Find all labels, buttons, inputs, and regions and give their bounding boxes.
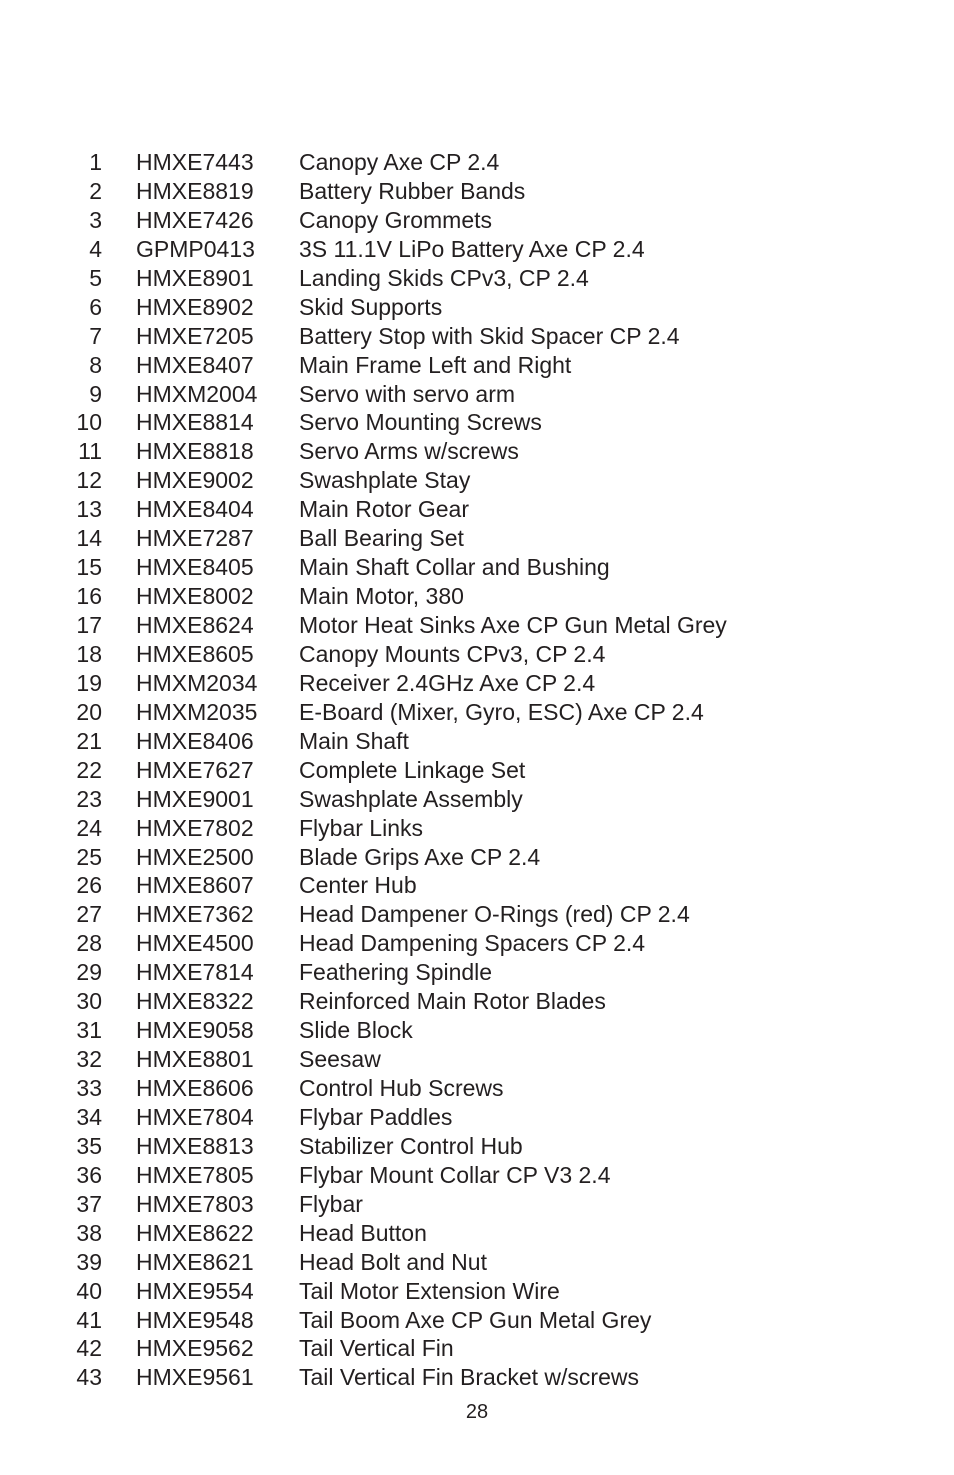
part-number: 16: [76, 583, 102, 610]
part-row: [0, 1161, 954, 1190]
part-row: [0, 524, 954, 553]
part-row: [0, 1016, 954, 1045]
part-number: 37: [76, 1190, 102, 1217]
part-row: [0, 1306, 954, 1335]
part-code: HMXE9562: [136, 1335, 254, 1362]
part-code: HMXE7627: [136, 756, 254, 783]
part-row: [0, 785, 954, 814]
part-number: 34: [76, 1103, 102, 1130]
part-description: Head Button: [299, 1219, 427, 1246]
part-number: 2: [89, 177, 102, 204]
part-description: 3S 11.1V LiPo Battery Axe CP 2.4: [299, 235, 645, 262]
part-description: Slide Block: [299, 1017, 413, 1044]
part-code: HMXE2500: [136, 843, 254, 870]
part-row: [0, 843, 954, 872]
part-code: HMXE8605: [136, 640, 254, 667]
part-row: [0, 1363, 954, 1392]
part-number: 1: [89, 149, 102, 175]
part-description: Ball Bearing Set: [299, 525, 464, 552]
part-description: Head Bolt and Nut: [299, 1248, 487, 1275]
part-row: [0, 1045, 954, 1074]
part-row: [0, 148, 954, 177]
part-description: E-Board (Mixer, Gyro, ESC) Axe CP 2.4: [299, 698, 704, 725]
part-description: Canopy Axe CP 2.4: [299, 149, 500, 175]
part-number: 7: [89, 322, 102, 349]
part-number: 18: [76, 640, 102, 667]
part-row: [0, 582, 954, 611]
part-number: 20: [76, 698, 102, 725]
part-code: HMXE7805: [136, 1161, 254, 1188]
part-row: [0, 1334, 954, 1363]
part-description: Servo Mounting Screws: [299, 409, 542, 436]
part-number: 27: [76, 901, 102, 928]
part-code: HMXE8901: [136, 264, 254, 291]
part-row: [0, 1190, 954, 1219]
part-number: 17: [76, 612, 102, 638]
part-code: HMXE9554: [136, 1277, 254, 1304]
part-description: Flybar: [299, 1190, 363, 1217]
parts-list: [0, 148, 954, 1392]
part-description: Center Hub: [299, 872, 417, 899]
part-code: HMXE7362: [136, 901, 254, 928]
part-code: HMXE8801: [136, 1046, 254, 1073]
part-code: GPMP0413: [136, 235, 255, 262]
part-row: [0, 380, 954, 409]
part-number: 25: [76, 843, 102, 870]
part-number: 23: [76, 785, 102, 812]
part-code: HMXE9002: [136, 467, 254, 494]
part-code: HMXE9561: [136, 1364, 254, 1391]
part-description: Tail Motor Extension Wire: [299, 1277, 560, 1304]
part-number: 30: [76, 988, 102, 1015]
part-description: Receiver 2.4GHz Axe CP 2.4: [299, 669, 596, 696]
part-number: 36: [76, 1161, 102, 1188]
part-code: HMXE8607: [136, 872, 254, 899]
part-number: 35: [76, 1132, 102, 1159]
part-number: 22: [76, 756, 102, 783]
part-row: [0, 322, 954, 351]
part-code: HMXE8621: [136, 1248, 254, 1275]
part-row: [0, 987, 954, 1016]
part-code: HMXE8622: [136, 1219, 254, 1246]
part-code: HMXE8405: [136, 554, 254, 581]
part-row: [0, 206, 954, 235]
part-number: 43: [76, 1364, 102, 1391]
part-number: 4: [89, 235, 102, 262]
part-number: 10: [76, 409, 102, 436]
part-number: 33: [76, 1075, 102, 1101]
part-description: Canopy Mounts CPv3, CP 2.4: [299, 640, 606, 667]
part-row: [0, 235, 954, 264]
part-code: HMXE8814: [136, 409, 254, 436]
part-number: 12: [76, 467, 102, 494]
part-description: Main Shaft Collar and Bushing: [299, 554, 610, 581]
part-number: 21: [76, 727, 102, 754]
page-number: 28: [465, 1401, 489, 1423]
part-number: 8: [89, 351, 102, 378]
part-number: 29: [76, 959, 102, 986]
part-code: HMXM2034: [136, 669, 258, 696]
part-row: [0, 177, 954, 206]
part-code: HMXE7205: [136, 322, 254, 349]
part-code: HMXE8407: [136, 351, 254, 378]
part-number: 9: [89, 380, 102, 407]
part-description: Flybar Links: [299, 814, 423, 841]
part-code: HMXE7287: [136, 525, 254, 552]
part-row: [0, 466, 954, 495]
part-code: HMXE7443: [136, 149, 254, 175]
part-description: Swashplate Stay: [299, 467, 471, 494]
part-row: [0, 293, 954, 322]
part-code: HMXE8818: [136, 438, 254, 465]
part-description: Servo Arms w/screws: [299, 438, 519, 465]
part-description: Main Motor, 380: [299, 583, 464, 610]
part-code: HMXE8406: [136, 727, 254, 754]
part-row: [0, 1074, 954, 1103]
part-code: HMXE9058: [136, 1017, 254, 1044]
part-row: [0, 1248, 954, 1277]
part-number: 14: [76, 525, 102, 552]
part-description: Feathering Spindle: [299, 959, 493, 986]
part-number: 38: [76, 1219, 102, 1246]
part-row: [0, 495, 954, 524]
part-description: Stabilizer Control Hub: [299, 1132, 523, 1159]
part-description: Flybar Paddles: [299, 1103, 453, 1130]
part-row: [0, 1132, 954, 1161]
part-row: [0, 958, 954, 987]
part-number: 5: [89, 264, 102, 291]
part-code: HMXE7426: [136, 206, 254, 233]
part-description: Complete Linkage Set: [299, 756, 526, 783]
part-description: Tail Vertical Fin Bracket w/screws: [299, 1364, 639, 1391]
part-code: HMXE8002: [136, 583, 254, 610]
part-row: [0, 1277, 954, 1306]
part-description: Main Shaft: [299, 727, 409, 754]
part-code: HMXE8606: [136, 1075, 254, 1101]
part-number: 31: [76, 1017, 102, 1044]
part-number: 13: [76, 496, 102, 523]
part-description: Main Rotor Gear: [299, 496, 470, 523]
part-row: [0, 264, 954, 293]
part-row: [0, 640, 954, 669]
part-description: Servo with servo arm: [299, 380, 516, 407]
part-number: 26: [76, 872, 102, 899]
part-number: 41: [76, 1306, 102, 1333]
part-description: Reinforced Main Rotor Blades: [299, 988, 606, 1015]
part-code: HMXE7804: [136, 1103, 254, 1130]
part-number: 39: [76, 1248, 102, 1275]
part-code: HMXE7814: [136, 959, 254, 986]
part-code: HMXE8624: [136, 612, 254, 638]
part-code: HMXE8813: [136, 1132, 254, 1159]
part-code: HMXM2035: [136, 698, 258, 725]
part-number: 42: [76, 1335, 102, 1362]
part-row: [0, 1103, 954, 1132]
part-row: [0, 871, 954, 900]
part-description: Tail Vertical Fin: [299, 1335, 454, 1362]
part-row: [0, 669, 954, 698]
part-row: [0, 929, 954, 958]
part-row: [0, 727, 954, 756]
part-row: [0, 756, 954, 785]
part-description: Head Dampening Spacers CP 2.4: [299, 930, 646, 957]
part-description: Flybar Mount Collar CP V3 2.4: [299, 1161, 611, 1188]
part-description: Skid Supports: [299, 293, 443, 320]
part-description: Control Hub Screws: [299, 1075, 504, 1101]
part-number: 24: [76, 814, 102, 841]
part-code: HMXM2004: [136, 380, 258, 407]
part-code: HMXE9001: [136, 785, 254, 812]
part-row: [0, 351, 954, 380]
part-code: HMXE8819: [136, 177, 254, 204]
part-code: HMXE7803: [136, 1190, 254, 1217]
part-description: Blade Grips Axe CP 2.4: [299, 843, 541, 870]
part-description: Head Dampener O-Rings (red) CP 2.4: [299, 901, 690, 928]
part-description: Tail Boom Axe CP Gun Metal Grey: [299, 1306, 652, 1333]
part-description: Battery Stop with Skid Spacer CP 2.4: [299, 322, 680, 349]
part-code: HMXE4500: [136, 930, 254, 957]
part-number: 6: [89, 293, 102, 320]
part-row: [0, 408, 954, 437]
part-code: HMXE9548: [136, 1306, 254, 1333]
part-description: Motor Heat Sinks Axe CP Gun Metal Grey: [299, 612, 727, 638]
part-number: 28: [76, 930, 102, 957]
part-description: Swashplate Assembly: [299, 785, 523, 812]
part-description: Landing Skids CPv3, CP 2.4: [299, 264, 589, 291]
part-number: 15: [76, 554, 102, 581]
part-number: 32: [76, 1046, 102, 1073]
part-code: HMXE8322: [136, 988, 254, 1015]
part-number: 19: [76, 669, 102, 696]
part-number: 40: [76, 1277, 102, 1304]
part-row: [0, 900, 954, 929]
part-description: Battery Rubber Bands: [299, 177, 526, 204]
part-row: [0, 814, 954, 843]
part-row: [0, 611, 954, 640]
part-code: HMXE8902: [136, 293, 254, 320]
part-row: [0, 698, 954, 727]
part-number: 11: [78, 438, 102, 465]
part-row: [0, 1219, 954, 1248]
part-code: HMXE8404: [136, 496, 254, 523]
part-description: Seesaw: [299, 1046, 381, 1073]
part-description: Main Frame Left and Right: [299, 351, 572, 378]
part-number: 3: [89, 206, 102, 233]
part-row: [0, 437, 954, 466]
part-code: HMXE7802: [136, 814, 254, 841]
part-row: [0, 553, 954, 582]
part-description: Canopy Grommets: [299, 206, 493, 233]
